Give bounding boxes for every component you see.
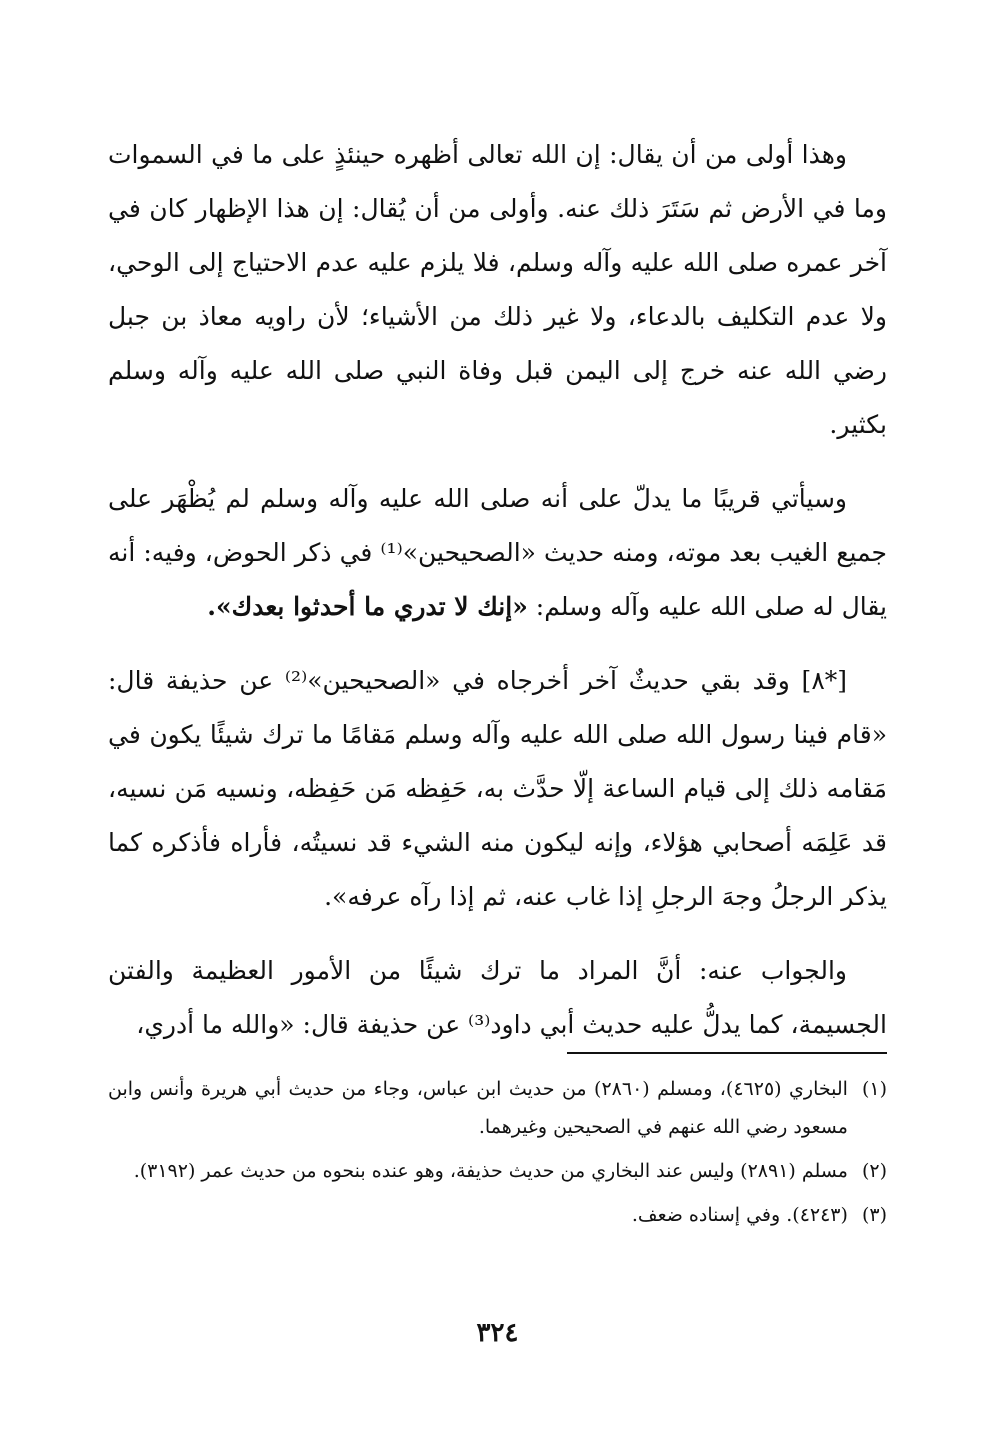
paragraph-3: [*٨] وقد بقي حديثٌ آخر أخرجاه في «الصحيحين»⁽²⁾ عن حذيفة قال: «قام فينا رسول الله صلى الله عليه وآله وسلم مَقامًا ما ترك شيئًا يكون في مَقامه ذلك إلى قيام الساعة إلّا حدَّث به، حَفِظه مَن حَفِظه، ونسيه مَن نسيه، قد عَلِمَه أصحابي هؤلاء، وإنه ليكون منه الشيء قد نسيتُه، فأراه فأذكره كما يذكر الرجلُ وجهَ الرجلِ إذا غاب عنه، ثم إذا رآه عرفه».: [108, 666, 887, 911]
paragraph-4: والجواب عنه: أنَّ المراد ما ترك شيئًا من الأمور العظيمة والفتن الجسيمة، كما يدلُّ عليه حديث أبي داود⁽³⁾ عن حذيفة قال: «والله ما أدري،: [108, 956, 887, 1039]
footnote-3: [108, 1196, 887, 1234]
footnote-number: (١): [861, 1078, 887, 1100]
book-page: [108, 128, 887, 1455]
footnote-2: [108, 1152, 887, 1190]
footnote-text: (٤٢٤٣). وفي إسناده ضعف.: [631, 1204, 848, 1226]
footnote-number: (٣): [861, 1204, 887, 1226]
paragraph-1: وهذا أولى من أن يقال: إن الله تعالى أظهره حينئذٍ على ما في السموات وما في الأرض ثم سَتَرَ ذلك عنه. وأولى من أن يُقال: إن هذا الإظهار كان في آخر عمره صلى الله عليه وآله وسلم، فلا يلزم عليه عدم الاحتياج إلى الوحي، ولا عدم التكليف بالدعاء، ولا غير ذلك من الأشياء؛ لأن راويه معاذ بن جبل رضي الله عنه خرج إلى اليمن قبل وفاة النبي صلى الله عليه وآله وسلم بكثير.: [108, 140, 887, 439]
footnote-number: (٢): [861, 1160, 887, 1182]
page-number: ٣٢٤: [476, 1318, 519, 1348]
footnote-separator: [567, 1052, 887, 1054]
main-text: [108, 128, 887, 1052]
footnote-text: البخاري (٤٦٢٥)، ومسلم (٢٨٦٠) من حديث ابن عباس، وجاء من حديث أبي هريرة وأنس وابن مسعود رضي الله عنهم في الصحيحين وغيرهما.: [108, 1078, 848, 1138]
footnotes: [108, 1070, 887, 1240]
footnote-text: مسلم (٢٨٩١) وليس عند البخاري من حديث حذيفة، وهو عنده بنحوه من حديث عمر (٣١٩٢).: [133, 1160, 848, 1182]
footnote-1: [108, 1070, 887, 1146]
paragraph-2-text: وسيأتي قريبًا ما يدلّ على أنه صلى الله عليه وآله وسلم لم يُظْهَر على جميع الغيب بعد موته، ومنه حديث «الصحيحين»⁽¹⁾ في ذكر الحوض، وفيه: أنه يقال له صلى الله عليه وآله وسلم:: [108, 484, 887, 621]
paragraph-2: [108, 472, 887, 634]
hadith-quote: «إنك لا تدري ما أحدثوا بعدك».: [207, 592, 528, 621]
